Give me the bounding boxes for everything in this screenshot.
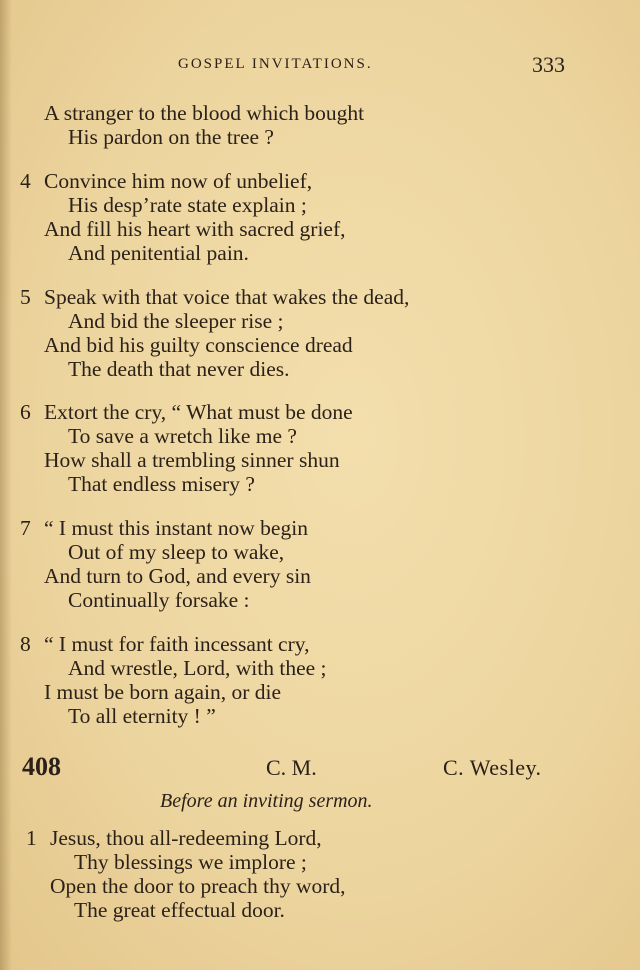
verse-line: Jesus, thou all-redeeming Lord, [50,826,322,850]
verse-line: A stranger to the blood which bought [44,101,365,125]
hymn-meter: C. M. [266,755,317,780]
verse-line: To save a wretch like me ? [68,424,297,448]
verse-line: And turn to God, and every sin [44,564,311,588]
stanza-number: 1 [26,826,37,850]
verse-line: His pardon on the tree ? [68,125,274,149]
stanza-number: 8 [20,632,31,656]
verse-line: And penitential pain. [68,241,249,265]
stanza-number: 7 [20,516,31,540]
verse-line: Out of my sleep to wake, [68,540,285,564]
verse-line: Speak with that voice that wakes the dead, [44,285,410,309]
verse-line: “ I must this instant now begin [44,516,308,540]
verse-line: And wrestle, Lord, with thee ; [68,656,327,680]
hymn-author: C. Wesley. [443,755,542,780]
verse-line: I must be born again, or die [44,680,282,704]
page-header [0,52,640,82]
stanza-number: 5 [20,285,31,309]
verse-line: Thy blessings we implore ; [74,850,307,874]
running-title: GOSPEL INVITATIONS. [178,56,373,72]
verse-line: Continually forsake : [68,588,250,612]
verse-line: How shall a trembling sinner shun [44,448,340,472]
verse-line: Open the door to preach thy word, [50,874,346,898]
verse-line: The great effectual door. [74,898,285,922]
verse-line: His desp’rate state explain ; [68,193,307,217]
verse-line: That endless misery ? [68,472,255,496]
verse-line: And bid his guilty conscience dread [44,333,353,357]
verse-line: And bid the sleeper rise ; [68,309,284,333]
hymn-number: 408 [22,752,61,781]
hymn-subtitle: Before an inviting sermon. [160,790,373,812]
verse-line: To all eternity ! ” [68,704,216,728]
stanza-number: 4 [20,169,31,193]
page-edge-shadow [0,0,12,970]
verse-line: Extort the cry, “ What must be done [44,400,353,424]
verse-line: Convince him now of unbelief, [44,169,313,193]
verse-line: And fill his heart with sacred grief, [44,217,346,241]
verse-line: “ I must for faith incessant cry, [44,632,310,656]
verse-line: The death that never dies. [68,357,290,381]
stanza-number: 6 [20,400,31,424]
page-number: 333 [532,52,565,77]
